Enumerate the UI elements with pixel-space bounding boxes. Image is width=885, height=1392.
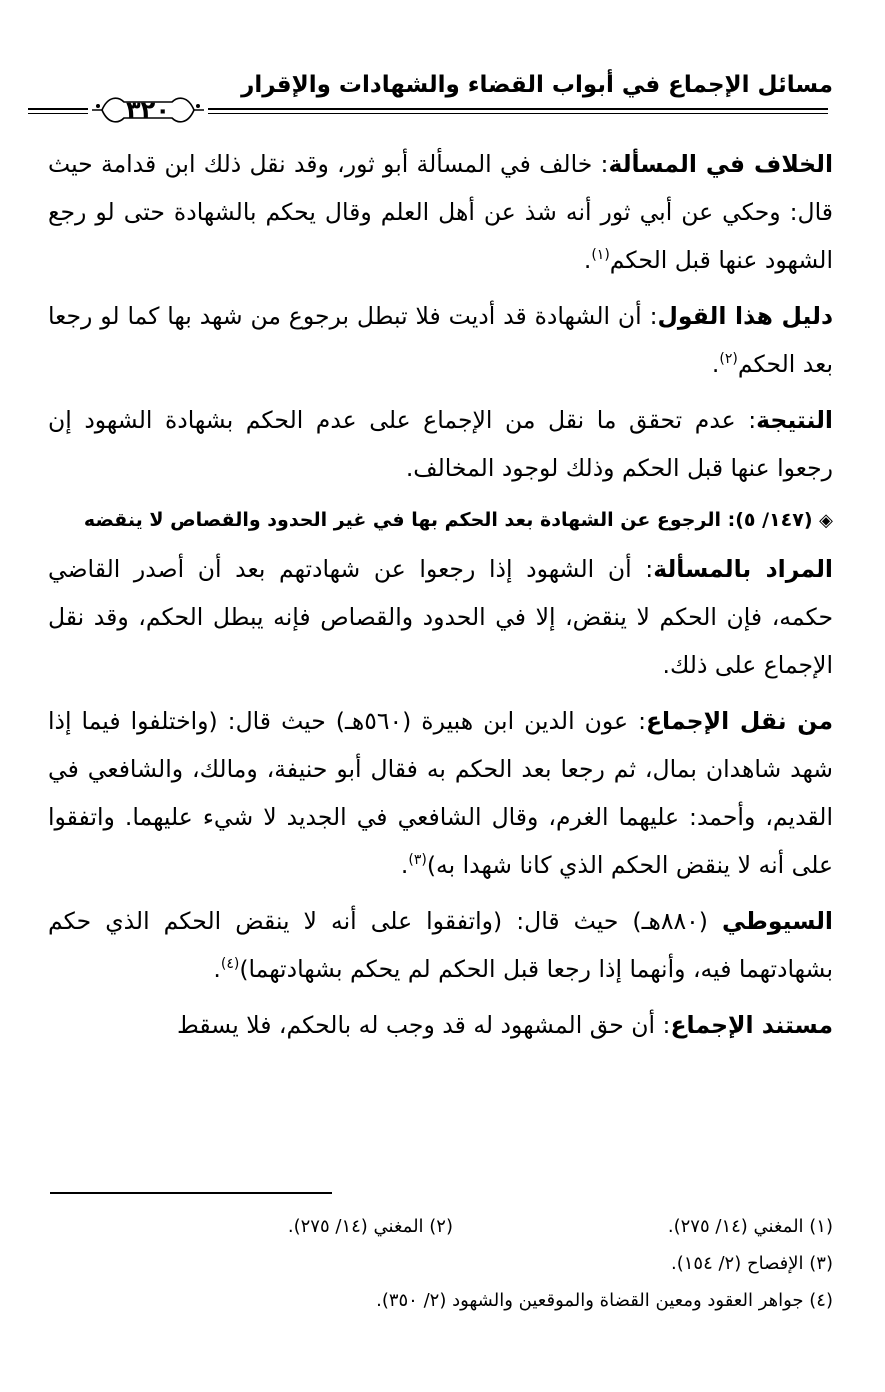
paragraph-text: : أن الشهادة قد أديت فلا تبطل برجوع من شهد بها كما لو رجعا بعد الحكم <box>48 302 833 378</box>
paragraph-text: (٨٨٠هـ) حيث قال: (واتفقوا على أنه لا ينقض الحكم الذي حكم بشهادتهما فيه، وأنهما إذا رجعا قبل الحكم لم يحكم بشهادتهما) <box>48 907 833 983</box>
paragraph-basis <box>48 1001 833 1049</box>
paragraph-result <box>48 396 833 492</box>
paragraph-tail: . <box>400 851 409 879</box>
running-header <box>28 62 833 124</box>
paragraph-tail: . <box>583 246 592 274</box>
paragraph-evidence <box>48 292 833 388</box>
header-title: مسائل الإجماع في أبواب القضاء والشهادات والإقرار <box>241 72 833 98</box>
main-text <box>48 140 833 1057</box>
paragraph-tail: . <box>711 350 720 378</box>
paragraph-transmitter <box>48 697 833 889</box>
footnote-ref: (٣) <box>408 852 427 869</box>
paragraph-disagreement <box>48 140 833 284</box>
footnote-1: (١) المغني (١٤/ ٢٧٥). <box>667 1216 833 1237</box>
section-number: (١٤٧/ ٥) <box>735 509 813 531</box>
footnote-4: (٤) جواهر العقود ومعين القضاة والموقعين والشهود (٢/ ٣٥٠). <box>376 1290 833 1311</box>
footnote-ref: (١) <box>591 247 610 264</box>
footnote-2: (٢) المغني (١٤/ ٢٧٥). <box>287 1216 453 1237</box>
section-heading <box>48 500 833 541</box>
paragraph-term: دليل هذا القول <box>657 302 834 330</box>
paragraph-term: السيوطي <box>721 907 833 935</box>
footnote-ref: (٢) <box>719 351 738 368</box>
paragraph-term: مستند الإجماع <box>670 1011 833 1039</box>
paragraph-text: : عون الدين ابن هبيرة (٥٦٠هـ) حيث قال: (واختلفوا فيما إذا شهد شاهدان بمال، ثم رجعا بعد الحكم به فقال أبو حنيفة، ومالك، والشافعي في القديم، وأحمد: عليهما الغرم، وقال الشافعي في الجديد لا شيء عليهما. واتفقوا على أنه لا ينقض الحكم الذي كانا شهدا به) <box>48 707 833 879</box>
paragraph-term: المراد بالمسألة <box>653 555 833 583</box>
paragraph-term: الخلاف في المسألة <box>608 150 833 178</box>
footnote-divider <box>50 1192 332 1194</box>
paragraph-meaning <box>48 545 833 689</box>
footnote-ref: (٤) <box>220 956 240 973</box>
diamond-icon: ◈ <box>819 510 833 531</box>
section-title: : الرجوع عن الشهادة بعد الحكم بها في غير الحدود والقصاص لا ينقضه <box>83 509 736 531</box>
page-number: ٣٢٠ <box>126 96 170 124</box>
paragraph-text: : أن حق المشهود له قد وجب له بالحكم، فلا يسقط <box>177 1011 671 1039</box>
paragraph-suyuti <box>48 897 833 993</box>
footnote-row <box>48 1208 833 1245</box>
footnote-3: (٣) الإفصاح (٢/ ١٥٤). <box>670 1253 833 1274</box>
paragraph-text: : عدم تحقق ما نقل من الإجماع على عدم الحكم بشهادة الشهود إن رجعوا عنها قبل الحكم وذلك لوجود المخالف. <box>48 406 833 482</box>
paragraph-term: النتيجة <box>756 406 833 434</box>
paragraph-text: : خالف في المسألة أبو ثور، وقد نقل ذلك ابن قدامة حيث قال: وحكي عن أبي ثور أنه شذ عن أهل العلم وقال يحكم بالشهادة حتى لو رجع الشهود عنها قبل الحكم <box>48 150 833 274</box>
paragraph-term: من نقل الإجماع <box>646 707 833 735</box>
paragraph-tail: . <box>213 955 221 983</box>
footnotes <box>48 1208 833 1319</box>
page-number-ornament <box>88 90 208 130</box>
paragraph-text: : أن الشهود إذا رجعوا عن شهادتهم بعد أن أصدر القاضي حكمه، فإن الحكم لا ينقض، إلا في الحدود والقصاص فإنه يبطل الحكم، وقد نقل الإجماع على ذلك. <box>48 555 833 679</box>
